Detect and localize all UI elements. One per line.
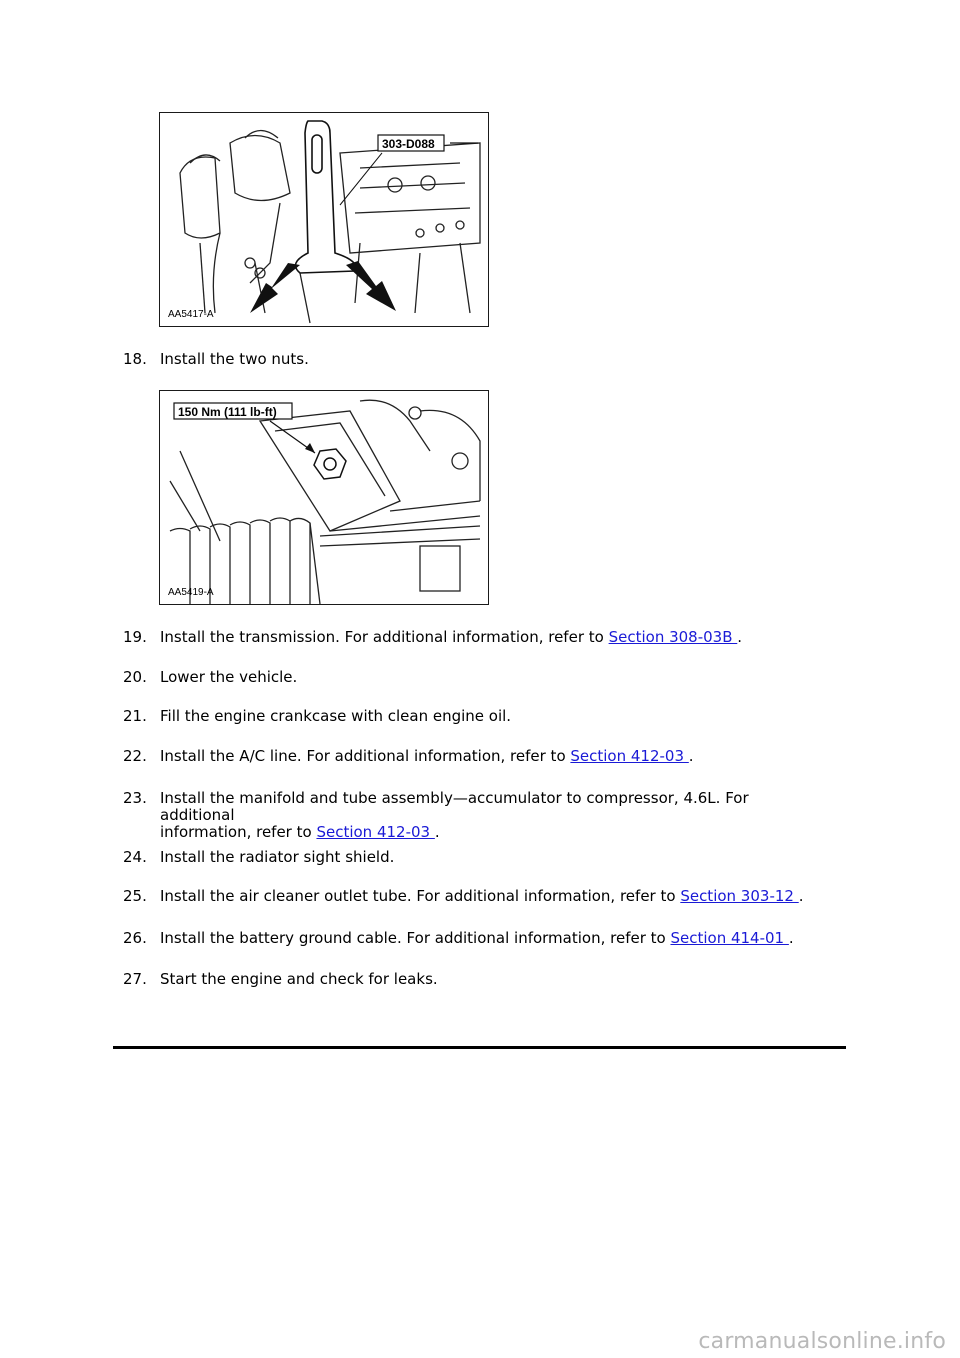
figure-id: AA5419-A: [168, 587, 214, 598]
figure-id: AA5417-A: [168, 309, 214, 320]
torque-callout: 150 Nm (111 lb-ft): [178, 405, 277, 419]
section-link[interactable]: Section 303-12: [680, 887, 799, 905]
section-link[interactable]: Section 412-03: [570, 747, 689, 765]
step-text: Install the transmission. For additional information, refer to Section 308-03B .: [160, 628, 743, 646]
step-number: 18.: [123, 350, 147, 368]
step-text: Install the two nuts.: [160, 350, 309, 368]
step-number: 23.: [123, 789, 147, 807]
step-number: 26.: [123, 929, 147, 947]
step-text: Fill the engine crankcase with clean engine oil.: [160, 707, 512, 725]
step-text: Install the radiator sight shield.: [160, 848, 395, 866]
step-text: Start the engine and check for leaks.: [160, 970, 438, 988]
step-number: 25.: [123, 887, 147, 905]
section-link[interactable]: Section 412-03: [316, 823, 435, 841]
step-text: Install the battery ground cable. For additional information, refer to Section 414-01 .: [160, 929, 794, 947]
step-text: Install the air cleaner outlet tube. For additional information, refer to Section 303-12 .: [160, 887, 804, 905]
nut-torque-drawing: [160, 391, 488, 604]
step-text: Lower the vehicle.: [160, 668, 298, 686]
step-number: 20.: [123, 668, 147, 686]
watermark: carmanualsonline.info: [698, 1329, 946, 1354]
step-number: 24.: [123, 848, 147, 866]
step-number: 22.: [123, 747, 147, 765]
step-number: 19.: [123, 628, 147, 646]
illustration-special-tool: [159, 112, 489, 327]
illustration-torque-nut: [159, 390, 489, 605]
step-text: Install the manifold and tube assembly—accumulator to compressor, 4.6L. For additional information, refer to Section 412-03 .: [160, 789, 749, 841]
divider: [113, 1046, 846, 1049]
tool-callout: 303-D088: [382, 137, 435, 151]
section-link[interactable]: Section 414-01: [670, 929, 789, 947]
step-text: Install the A/C line. For additional information, refer to Section 412-03 .: [160, 747, 694, 765]
step-number: 27.: [123, 970, 147, 988]
step-number: 21.: [123, 707, 147, 725]
section-link[interactable]: Section 308-03B: [608, 628, 738, 646]
engine-tool-drawing: [160, 113, 488, 326]
